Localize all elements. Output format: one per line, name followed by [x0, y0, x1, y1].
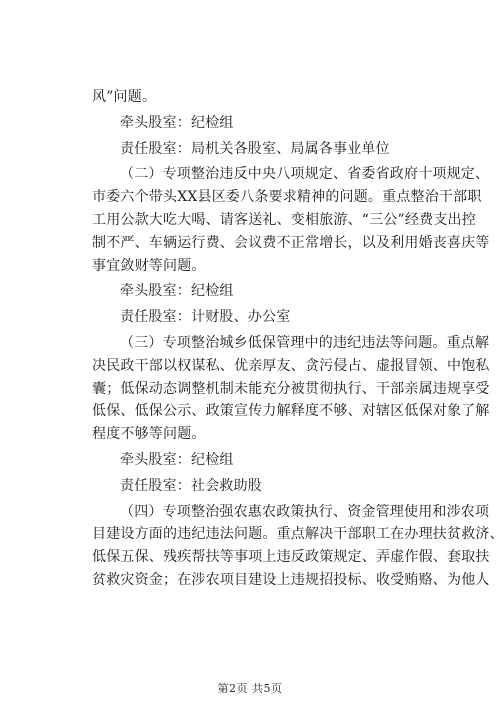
page-footer: 第2页 共5页	[217, 682, 283, 695]
document-body	[92, 86, 504, 592]
text-line: 责任股室：社会救助股	[120, 477, 262, 494]
text-line: 牵头股室：纪检组	[120, 114, 234, 131]
text-line: 低保五保、残疾帮扶等事项上违反政策规定、弄虚作假、套取扶	[92, 549, 490, 566]
text-line: 牵头股室：纪检组	[120, 451, 234, 468]
text-line: 工用公款大吃大喝、请客送礼、变相旅游、“三公”经费支出控	[92, 211, 476, 228]
text-line: 风”问题。	[92, 89, 157, 105]
text-line: 贫救灾资金；在涉农项目建设上违规招投标、收受贿赂、为他人	[92, 571, 490, 588]
text-line: 事宜敛财等问题。	[92, 257, 206, 274]
text-line: 囊；低保动态调整机制未能充分被贯彻执行、干部亲属违规享受	[92, 380, 490, 397]
text-line: 责任股室：计财股、办公室	[120, 309, 291, 326]
text-line: （四）专项整治强农惠农政策执行、资金管理使用和涉农项	[120, 503, 490, 520]
text-line: 牵头股室：纪检组	[120, 283, 234, 300]
text-line: 决民政干部以权谋私、优亲厚友、贪污侵占、虚报冒领、中饱私	[92, 357, 490, 374]
text-line: 低保、低保公示、政策宣传力解释度不够、对辖区低保对象了解	[92, 403, 490, 420]
text-line: 责任股室：局机关各股室、局属各事业单位	[120, 140, 390, 157]
text-line: （二）专项整治违反中央八项规定、省委省政府十项规定、	[120, 166, 490, 183]
text-line: 程度不够等问题。	[92, 426, 206, 443]
text-line: （三）专项整治城乡低保管理中的违纪违法等问题。重点解	[120, 334, 490, 351]
text-line: 市委六个带头XX县区委八条要求精神的问题。重点整治干部职	[92, 189, 482, 206]
text-line: 制不严、车辆运行费、会议费不正常增长，以及利用婚丧喜庆等	[92, 234, 490, 251]
text-line: 目建设方面的违纪违法问题。重点解决干部职工在办理扶贫救济、	[92, 526, 504, 543]
